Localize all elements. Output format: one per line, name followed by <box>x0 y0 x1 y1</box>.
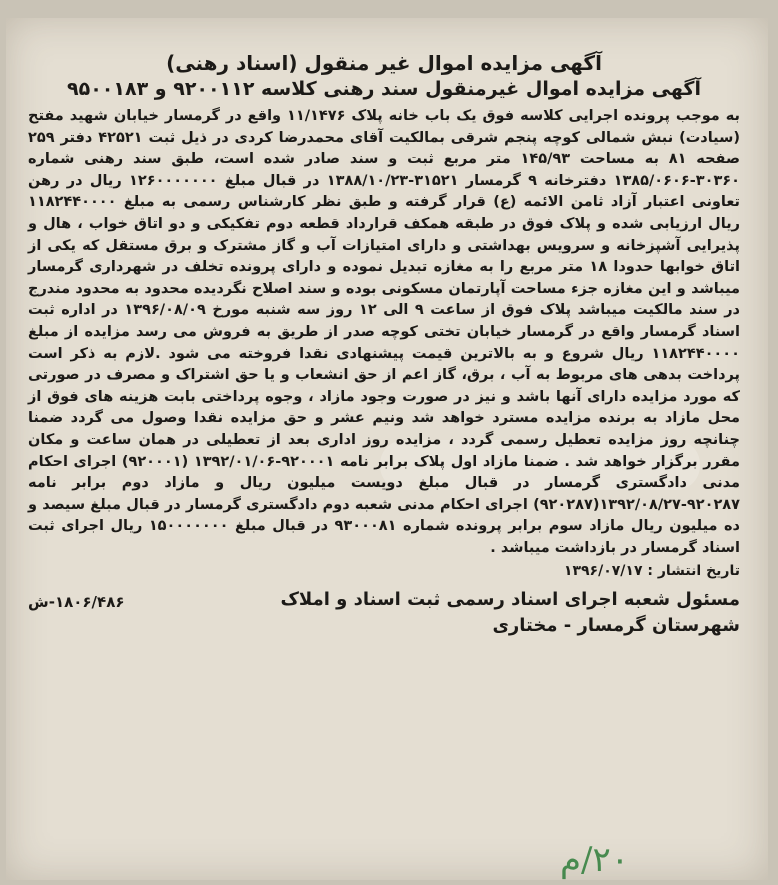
signature-line-1: مسئول شعبه اجرای اسناد رسمی ثبت اسناد و املاک <box>280 589 740 611</box>
notice-code: ۱۸۰۶/۴۸۶-ش <box>28 593 125 612</box>
signature-line-2: شهرستان گرمسار - مختاری <box>492 615 740 637</box>
notice-title: آگهی مزایده اموال غیر منقول (اسناد رهنی) <box>166 51 602 75</box>
notice-footer <box>28 587 740 647</box>
signature-block <box>220 587 740 639</box>
publish-date: تاریخ انتشار : ۱۳۹۶/۰۷/۱۷ <box>563 563 740 580</box>
handwritten-mark: ۲۰/م <box>560 840 630 880</box>
notice <box>28 50 740 647</box>
notice-subtitle: آگهی مزایده اموال غیرمنقول سند رهنی کلاسه ۹۲۰۰۱۱۲ و ۹۵۰۰۱۸۳ <box>67 78 701 100</box>
notice-body: به موجب پرونده اجرایی کلاسه فوق یک باب خانه پلاک ۱۱/۱۴۷۶ واقع در گرمسار خیابان شهید مفتح (سیادت) نبش شمالی کوچه پنجم شرقی بمالکیت آقای محمدرضا کردی در ذیل ثبت ۴۲۵۲۱ دفتر ۲۵۹ صفحه ۸۱ به مساحت ۱۴۵/۹۳ متر مربع ثبت و سند صادر شده است، طبق سند رهنی شماره ۳۰۳۶۰-۱۳۸۵/۰۶۰۶ دفترخانه ۹ گرمسار ۳۱۵۲۱-۱۳۸۸/۱۰/۲۳ در قبال مبلغ ۱۲۶۰۰۰۰۰۰۰ ریال در رهن تعاونی اعتبار آزاد ثامن الائمه (ع) قرار گرفته و طبق نظر کارشناس رسمی به مبلغ ۱۱۸۲۴۴۰۰۰۰ ریال ارزیابی شده و پلاک فوق در طبقه همکف قرارداد قطعه دوم تفکیکی و دو اتاق خواب ، هال و پذیرایی آشپزخانه و سرویس بهداشتی و دارای امتیازات آب و گاز مشترک و برق مستقل که یکی از اتاق خوابها حدودا ۱۸ متر مربع را به مغازه تبدیل نموده و دارای پرونده تخلف در شهرداری گرمسار میباشد و این مغازه جزء مساحت آپارتمان مسکونی بوده و سند اصلاح نگردیده محدود به محدود مندرج در سند مالکیت میباشد پلاک فوق از ساعت ۹ الی ۱۲ روز سه شنبه مورخ ۱۳۹۶/۰۸/۰۹ در اداره ثبت اسناد گرمسار واقع در گرمسار خیابان تختی کوچه صدر از طریق به فروش می رسد مزایده از مبلغ ۱۱۸۲۴۴۰۰۰۰ ریال شروع و به بالاترین قیمت پیشنهادی نقدا فروخته می شود .لازم به ذکر است پرداخت بدهی های مربوط به آب ، برق، گاز اعم از حق انشعاب و یا حق اشتراک و مصرف در صورتی که مورد مزایده دارای آنها باشد و نیز در صورت وجود مازاد ، وجوه پرداختی بابت هزینه های فوق از محل مازاد به برنده مزایده مسترد خواهد شد ونیم عشر و حق مزایده نقدا وصول می گردد ضمنا چنانچه روز مزایده تعطیل رسمی گردد ، مزایده روز اداری بعد از تعطیلی در همان ساعت و مکان مقرر برگزار خواهد شد . ضمنا مازاد اول پلاک برابر نامه ۹۲۰۰۰۱-۱۳۹۲/۰۱/۰۶ (۹۲۰۰۰۱) اجرای احکام مدنی دادگستری گرمسار در قبال مبلغ دویست میلیون ریال و مازاد دوم برابر نامه ۹۲۰۲۸۷-۱۳۹۲/۰۸/۲۷(۹۲۰۲۸۷) اجرای احکام مدنی شعبه دوم دادگستری گرمسار در قبال مبلغ سیصد و ده میلیون ریال مازاد سوم برابر پرونده شماره ۹۳۰۰۰۸۱ در قبال مبلغ ۱۵۰۰۰۰۰۰۰ ریال اجرای ثبت اسناد گرمسار در بازداشت میباشد . <box>28 108 741 556</box>
